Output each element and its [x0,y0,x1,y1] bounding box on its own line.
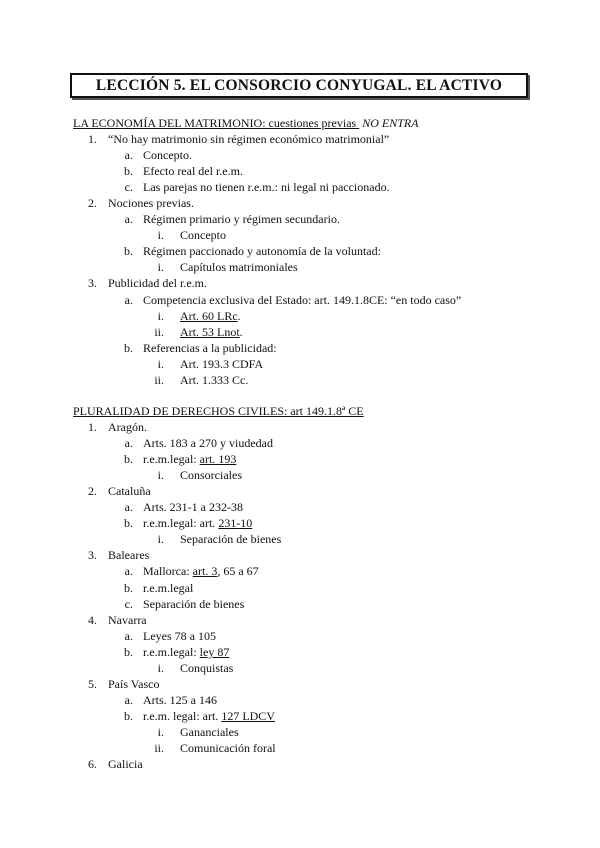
heading-spacer [356,116,359,130]
outline-item-marker: c. [124,596,133,611]
outline-item-marker: 6. [88,757,97,772]
outline-item-text: Art. 193.3 CDFA [180,356,264,371]
outline-item-prefix: r.e.m. legal: art. [143,708,222,723]
outline-item-text: Leyes 78 a 105 [143,628,216,643]
legal-reference-link[interactable]: Art. 53 Lnot [180,324,240,339]
outline-item-marker: i. [157,468,164,483]
outline-item-text [143,563,259,579]
section-heading-economia-text: LA ECONOMÍA DEL MATRIMONIO: cuestiones previas [73,116,357,130]
outline-item-marker: a. [124,500,133,515]
outline-item-marker: i. [157,724,164,739]
outline-item-text: Cataluña [108,484,151,499]
outline-item-marker: ii. [154,741,164,755]
legal-reference-link[interactable]: Art. 60 LRc [180,308,238,323]
outline-item-marker: 1. [88,420,97,434]
outline-item-marker: i. [157,228,164,243]
legal-reference-link[interactable]: 231-10 [218,516,253,531]
lesson-title-box [70,73,528,98]
outline-item-marker: i. [157,660,164,675]
outline-item-marker: a. [124,692,133,707]
outline-item-text: Referencias a la publicidad: [143,340,277,355]
legal-reference-link[interactable]: art. 193 [199,452,237,467]
lesson-title: LECCIÓN 5. EL CONSORCIO CONYUGAL. EL ACTIVO [95,76,503,94]
outline-item-marker: 1. [88,132,97,146]
outline-item-marker: 3. [88,548,97,563]
outline-item-text: Nociones previas. [108,196,194,211]
outline-item-prefix: r.e.m.legal: [143,452,200,467]
outline-item-text: Comunicación foral [180,741,276,755]
outline-item-suffix: . [239,324,243,339]
outline-item-text: Conquistas [180,660,234,675]
outline-item-marker: b. [124,580,133,595]
outline-item-marker: a. [124,148,133,163]
outline-item-marker: b. [124,244,133,259]
outline-item-marker: i. [157,260,164,275]
legal-reference-link[interactable]: ley 87 [199,644,230,659]
outline-item-prefix: r.e.m.legal: [143,644,200,659]
outline-item-text: Gananciales [180,724,239,739]
outline-item-prefix: r.e.m.legal: art. [143,516,219,531]
outline-item-marker: b. [124,644,133,659]
outline-item-text: Aragón. [108,420,147,434]
outline-item-text: Competencia exclusiva del Estado: art. 149.1.8CE: “en todo caso” [143,292,462,307]
outline-item-suffix: . [237,308,241,323]
outline-item-marker: a. [124,436,133,451]
outline-item-marker: 3. [88,276,97,291]
outline-item-marker: b. [124,164,133,179]
outline-item-text: Régimen primario y régimen secundario. [143,212,340,227]
outline-item-marker: 4. [88,612,97,627]
outline-item-text: Capítulos matrimoniales [180,260,298,275]
outline-item-text: Arts. 125 a 146 [143,692,217,707]
outline-item-suffix: , 65 a 67 [217,564,259,579]
outline-item-text: “No hay matrimonio sin régimen económico matrimonial” [108,132,390,146]
outline-item-text: Navarra [108,612,147,627]
outline-item-text [180,308,241,324]
outline-item-text [143,708,275,724]
section-note: NO ENTRA [362,116,419,130]
outline-item-marker: i. [157,308,164,323]
outline-item-text: Art. 1.333 Cc. [180,372,249,387]
outline-item-text: Separación de bienes [143,596,245,611]
outline-item-text: Concepto. [143,148,192,163]
outline-item-marker: b. [124,516,133,531]
outline-item-text: r.e.m.legal [143,580,194,595]
outline-item-marker: c. [124,180,133,195]
outline-item-text: Arts. 231-1 a 232-38 [143,500,243,515]
outline-item-marker: i. [157,356,164,371]
outline-item-text: País Vasco [108,676,160,691]
outline-item-marker: i. [157,532,164,547]
outline-item-prefix: Mallorca: [143,564,193,579]
outline-item-marker: 5. [88,676,97,691]
outline-item-text [143,644,229,660]
outline-item-text: Consorciales [180,468,242,483]
section-heading-pluralidad [73,403,364,419]
legal-reference-link[interactable]: art. 3 [192,564,218,579]
section-heading-pluralidad-text: PLURALIDAD DE DERECHOS CIVILES: art 149.1.8ª CE [73,404,364,418]
outline-item-text [143,515,252,531]
outline-item-marker: a. [124,212,133,227]
outline-item-marker: b. [124,708,133,723]
outline-item-text: Baleares [108,548,150,563]
outline-item-marker: a. [124,292,133,307]
outline-item-marker: ii. [154,372,164,387]
outline-item-text: Publicidad del r.e.m. [108,276,207,291]
outline-item-marker: a. [124,628,133,643]
legal-reference-link[interactable]: 127 LDCV [221,708,275,723]
outline-item-marker: ii. [154,324,164,339]
outline-item-marker: 2. [88,484,97,499]
outline-item-marker: 2. [88,196,97,211]
outline-item-text: Las parejas no tienen r.e.m.: ni legal ni paccionado. [143,180,390,195]
outline-item-text [180,324,243,340]
outline-item-text: Efecto real del r.e.m. [143,164,243,179]
outline-item-text [143,451,236,467]
outline-item-text: Régimen paccionado y autonomía de la voluntad: [143,244,381,259]
outline-item-text: Arts. 183 a 270 y viudedad [143,436,273,451]
section-heading-economia [73,115,419,131]
outline-item-marker: b. [124,340,133,355]
outline-item-text: Concepto [180,228,226,243]
outline-item-marker: a. [124,564,133,579]
outline-item-marker: b. [124,452,133,467]
outline-item-text: Galicia [108,757,143,772]
outline-item-text: Separación de bienes [180,532,282,547]
